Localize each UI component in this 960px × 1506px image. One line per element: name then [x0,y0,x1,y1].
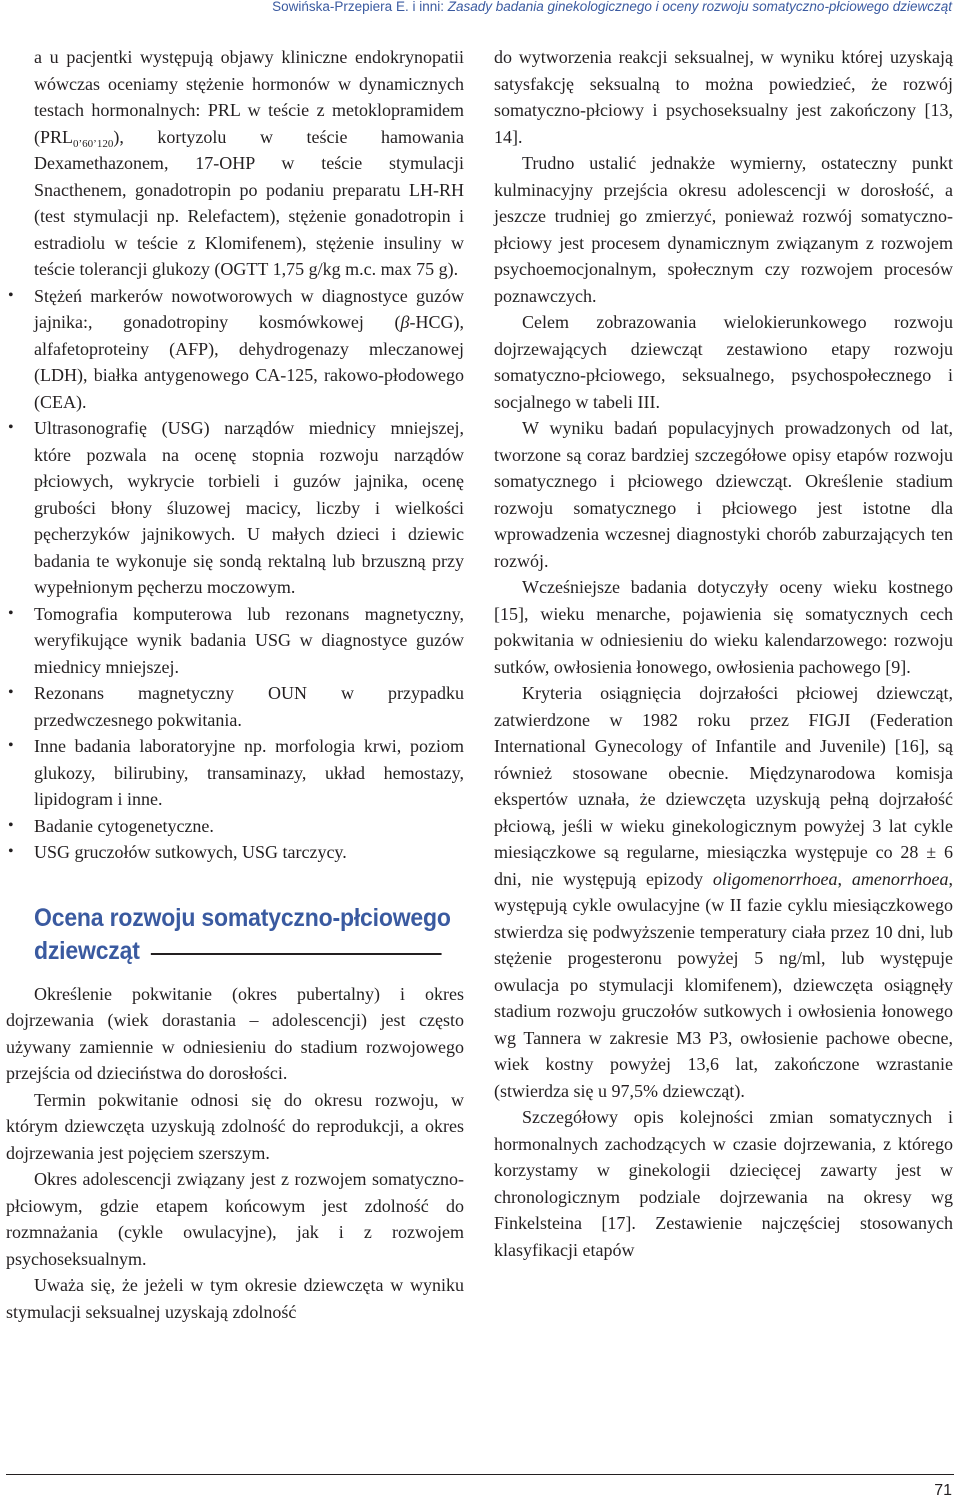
footer-rule [6,1474,954,1475]
list-item [6,415,464,601]
page-number: 71 [934,1482,952,1499]
text-run: Badanie cytogenetyczne. [34,815,214,836]
paragraph: Szczegółowy opis kolejności zmian somatycznych i hormonalnych zachodzących w czasie dojrzewania, z którego korzystamy w ginekologii dziecięcej zawarty jest w chronologicznym podziale dojrzewania na okresy wg Finkelsteina [17]. Zestawienie najczęściej stosowanych klasyfikacji etapów [494,1107,953,1260]
running-header [0,0,952,14]
paragraph: W wyniku badań populacyjnych prowadzonych od lat, tworzone są coraz bardziej szczegółowe opisy etapów rozwoju somatycznego i płciowego dziewcząt. Określenie stadium rozwoju somatycznego i płciowego jest istotne dla wprowadzenia wczesnej diagnostyki chorób zaburzających ten rozwój. [494,418,953,571]
text-run: Kryteria osiągnięcia dojrzałości płciowej dziewcząt, zatwierdzone w 1982 roku przez FIGJI (Federation International Gynecology of Infantile and Juvenile) [16], są również stosowane obecnie. Międzynarodowa komisja ekspertów uznała, że dziewczęta uzyskują pełną dojrzałość płciową, jeśli w wieku ginekologicznym powyżej 3 lat cykle miesiączkowe są regularne, miesiączka występuje co 28 ± 6 dni, nie występują epizody [494,683,953,889]
text-run: Tomografia komputerowa lub rezonans magnetyczny, weryfikujące wynik badania USG w diagnostyce guzów miednicy mniejszej. [34,603,464,677]
paragraph [6,44,464,283]
header-authors: Sowińska-Przepiera E. i inni: [272,0,448,14]
section-heading [34,902,494,968]
text-run: , występują cykle owulacyjne (w II fazie cyklu miesiączkowego stwierdza się podwyższenie temperatury ciała przez 10 dni, lub stężenie progesteronu powyżej 5 ng/ml, lub występuje owulacja po stymulacji klomifenem), dziewczęta osiągnęły stadium rozwoju gruczołów sutkowych i owłosienia łonowego wg Tannera w zakresie M3 P3, owłosienie pachowe obecne, wiek kostny powyżej 13,6 lat, zakończone wzrastanie (stwierdza się u 97,5% dziewcząt). [494,868,953,1101]
bullet-icon: • [8,816,14,834]
text-run: β [400,312,410,332]
paragraph: Uważa się, że jeżeli w tym okresie dziewczęta w wyniku stymulacji seksualnej uzyskają zdolność [6,1275,464,1322]
heading-line: dziewcząt [34,936,140,965]
text-run: Ultrasonografię (USG) narządów miednicy mniejszej, które pozwala na ocenę stopnia rozwoju narządów płciowych, wykrycie torbieli i guzów jajnika, ocenę grubości błony śluzowej macicy, liczby i wielkości pęcherzyków jajnikowych. U małych dzieci i dziewic badania te wykonuje się sondą rektalną lub brzuszną przy wypełnionym pęcherzu moczowym. [34,418,464,597]
paragraph: Wcześniejsze badania dotyczyły oceny wieku kostnego [15], wieku menarche, pojawienia się somatycznych cech pokwitania w odniesieniu do wieku kalendarzowego: rozwoju sutków, owłosienia łonowego, owłosienia pachowego [9]. [494,577,953,677]
text-run: USG gruczołów sutkowych, USG tarczycy. [34,842,347,862]
bullet-icon: • [8,286,14,304]
paragraph: Określenie pokwitanie (okres pubertalny) i okres dojrzewania (wiek dorastania – adolescencji) jest często używany zamiennie w odniesieniu do stadium rozwojowego przejścia od dzieciństwa do dorosłości. [6,983,464,1083]
list-item [6,839,464,866]
paragraph: do wytworzenia reakcji seksualnej, w wyniku której uzyskają satysfakcję seksualną to można powiedzieć, że rozwój somatyczno-płciowy i psychoseksualny jest zakończony [13, 14]. [494,47,953,147]
heading-line: Ocena rozwoju somatyczno-płciowego [34,903,451,932]
bullet-icon: • [8,843,14,860]
list-item [6,813,464,840]
text-run: a u pacjentki występują objawy kliniczne endokrynopatii wówczas oceniamy stężenie hormonów w dynamicznych testach hormonalnych: PRL w teście z metoklopramidem (PRL [34,47,464,147]
text-run: -HCG), alfafetoproteiny (AFP), dehydrogenazy mleczanowej (LDH), białka antygenowego CA-125, rakowo-płodowego (CEA). [34,312,464,412]
text-run: Rezonans magnetyczny OUN w przypadku przedwczesnego pokwitania. [34,683,464,730]
list-item [6,601,464,681]
bullet-icon: • [8,419,14,436]
paragraph [494,680,953,1104]
bullet-icon: • [8,684,14,701]
text-run: , [837,868,852,889]
text-run: ), kortyzolu w teście hamowania Dexamethazonem, 17-OHP w teście stymulacji Snacthenem, gonadotropin po podaniu preparatu LH-RH (test stymulacji np. Relefactem), stężenie gonadotropin i estradiolu w teście z Klomifenem), stężenie insuliny w teście tolerancji glukozy (OGTT 1,75 g/kg m.c. max 75 g). [34,126,464,279]
paragraph: Okres adolescencji związany jest z rozwojem somatyczno-płciowym, gdzie etapem końcowym jest zdolność do rozmnażania (cykle owulacyjne), jak i z rozwojem psychoseksualnym. [6,1169,464,1269]
paragraph: Celem zobrazowania wielokierunkowego rozwoju dojrzewających dziewcząt zestawiono etapy rozwoju somatyczno-płciowego, seksualnego, psychospołecznego i socjalnego w tabeli III. [494,312,953,412]
heading-rule [151,953,442,955]
list-item [6,283,464,416]
bullet-list [6,283,464,866]
paragraph: Trudno ustalić jednakże wymierny, ostateczny punkt kulminacyjny przejścia okresu adolescencji w dorosłość, a jeszcze trudniej go zmierzyć, ponieważ rozwój somatyczno-płciowy jest procesem dynamicznym związanym z rozwojem psychoemocjonalnym, społecznym czy rozwojem procesów poznawczych. [494,153,953,306]
left-column [6,44,464,1325]
header-title: Zasady badania ginekologicznego i oceny rozwoju somatyczno-płciowego dziewcząt [447,0,952,14]
paragraph: Termin pokwitanie odnosi się do okresu rozwoju, w którym dziewczęta uzyskują zdolność do reprodukcji, a okres dojrzewania jest pojęciem szerszym. [6,1089,464,1163]
text-run: Stężeń markerów nowotworowych w diagnostyce guzów jajnika:, gonadotropiny kosmówkowej ( [34,285,464,332]
text-run: oligomenorrhoea [712,868,838,889]
right-column [494,44,953,1263]
list-item [6,733,464,813]
list-item [6,680,464,733]
text-run: amenorrhoea [851,868,949,889]
text-run: Inne badania laboratoryjne np. morfologia krwi, poziom glukozy, bilirubiny, transaminazy, układ hemostazy, lipidogram i inne. [34,736,464,809]
bullet-icon: • [8,737,14,754]
subscript: 0’60’120 [73,137,114,150]
bullet-icon: • [8,604,14,622]
